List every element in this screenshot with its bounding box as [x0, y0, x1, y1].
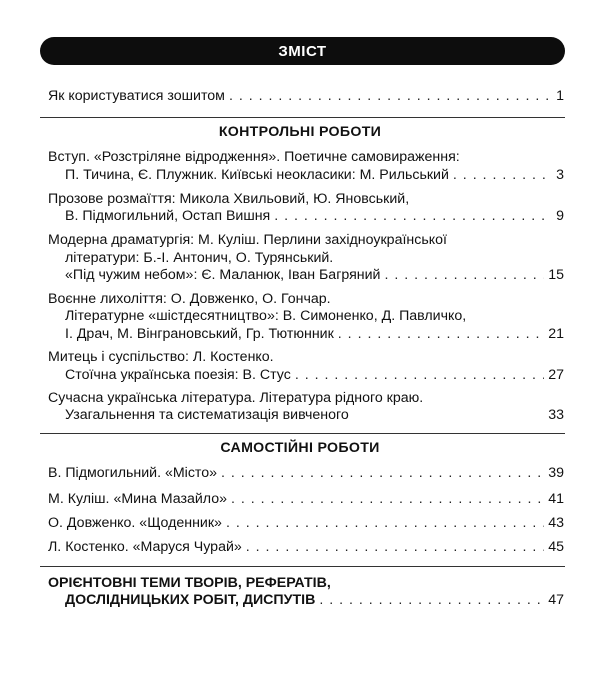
toc-entry-line: [48, 574, 564, 592]
toc-entry-8[interactable]: [48, 490, 564, 508]
page-number: 47: [548, 592, 564, 608]
entry-text: Як користуватися зошитом: [48, 88, 225, 104]
toc-entry-line: [48, 148, 564, 166]
toc-entry-themes[interactable]: [65, 591, 564, 609]
entry-text: Воєнне лихоліття: О. Довженко, О. Гончар.: [48, 291, 331, 307]
toc-entry-line: [48, 389, 564, 407]
dot-leader: [338, 325, 544, 343]
entry-text: Л. Костенко. «Маруся Чурай»: [48, 539, 242, 555]
dot-leader: [231, 490, 544, 508]
page-number: 15: [548, 267, 564, 283]
entry-text: М. Куліш. «Мина Мазайло»: [48, 491, 227, 507]
section-heading-independent: САМОСТІЙНІ РОБОТИ: [220, 440, 380, 456]
page-number: 3: [556, 167, 564, 183]
toc-entry-line: [48, 290, 564, 308]
toc-title-bar: [40, 37, 565, 65]
toc-entry-7[interactable]: [48, 464, 564, 482]
toc-entry-6[interactable]: [65, 406, 564, 424]
toc-entry-line: [48, 231, 564, 249]
entry-text: Митець і суспільство: Л. Костенко.: [48, 349, 274, 365]
dot-leader: [226, 514, 544, 532]
toc-entry-line: [48, 348, 564, 366]
dot-leader: [221, 464, 544, 482]
toc-entry-line: [65, 249, 564, 267]
page-number: 33: [548, 407, 564, 423]
toc-entry-line: [65, 307, 564, 325]
entry-text: В. Підмогильний, Остап Вишня: [65, 208, 271, 224]
entry-text: Сучасна українська література. Література рідного краю.: [48, 390, 424, 406]
divider: [40, 433, 565, 434]
entry-text: П. Тичина, Є. Плужник. Київські неокласики: М. Рильський: [65, 167, 449, 183]
entry-text: І. Драч, М. Вінграновський, Гр. Тютюнник: [65, 326, 334, 342]
entry-text: Прозове розмаїття: Микола Хвильовий, Ю. Яновський,: [48, 191, 410, 207]
toc-entry-3[interactable]: [65, 266, 564, 284]
entry-text: О. Довженко. «Щоденник»: [48, 515, 222, 531]
entry-text: В. Підмогильний. «Місто»: [48, 465, 218, 481]
section-heading-control: КОНТРОЛЬНІ РОБОТИ: [218, 124, 382, 140]
dot-leader: [246, 538, 544, 556]
entry-text: ОРІЄНТОВНІ ТЕМИ ТВОРІВ, РЕФЕРАТІВ,: [48, 575, 331, 591]
toc-entry-10[interactable]: [48, 538, 564, 556]
page-number: 39: [548, 465, 564, 481]
entry-text: «Під чужим небом»: Є. Маланюк, Іван Багряний: [65, 267, 381, 283]
dot-leader: [295, 366, 544, 384]
entry-text: Узагальнення та систематизація вивченого: [65, 407, 349, 423]
entry-text: Вступ. «Розстріляне відродження». Поетичне самовираження:: [48, 149, 460, 165]
toc-entry-intro[interactable]: [48, 87, 564, 105]
toc-entry-9[interactable]: [48, 514, 564, 532]
page-number: 41: [548, 491, 564, 507]
dot-leader: [319, 591, 544, 609]
page-number: 21: [548, 326, 564, 342]
dot-leader: [384, 266, 544, 284]
page-number: 1: [556, 88, 564, 104]
toc-entry-4[interactable]: [65, 325, 564, 343]
toc-title: ЗМІСТ: [278, 42, 327, 60]
dot-leader: [274, 207, 548, 225]
toc-entry-line: [48, 190, 564, 208]
toc-entry-5[interactable]: [65, 366, 564, 384]
divider: [40, 566, 565, 567]
toc-entry-2[interactable]: [65, 207, 564, 225]
page-number: 43: [548, 515, 564, 531]
page-number: 9: [556, 208, 564, 224]
page-number: 45: [548, 539, 564, 555]
dot-leader: [229, 87, 548, 105]
page-number: 27: [548, 367, 564, 383]
toc-entry-1[interactable]: [65, 166, 564, 184]
entry-text: Модерна драматургія: М. Куліш. Перлини західноукраїнської: [48, 232, 447, 248]
divider: [40, 117, 565, 118]
dot-leader: [453, 166, 548, 184]
entry-text: Літературне «шістдесятництво»: В. Симоненко, Д. Павличко,: [65, 308, 467, 324]
entry-text: ДОСЛІДНИЦЬКИХ РОБІТ, ДИСПУТІВ: [65, 592, 316, 608]
entry-text: Стоїчна українська поезія: В. Стус: [65, 367, 291, 383]
entry-text: літератури: Б.-І. Антонич, О. Турянський.: [65, 250, 334, 266]
